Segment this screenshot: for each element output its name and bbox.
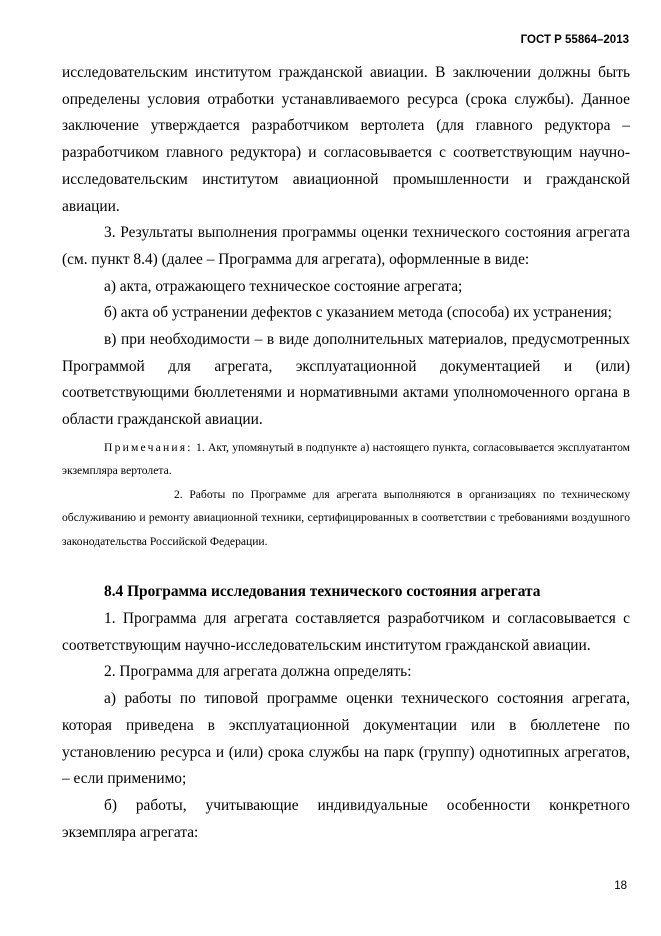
paragraph-continuation: исследовательским институтом гражданской авиации. В заключении должны быть определены условия отработки устанавливаемого ресурса (срока службы). Данное заключение утверждается разработчиком вертолета (для главного редуктора – разработчиком главного редуктора) и согласовывается с соответствующим научно-исследовательским институтом авиационной промышленности и гражданской авиации. [62, 64, 630, 215]
note-item-2: 2. Работы по Программе для агрегата выполняются в организациях по техническому обслуживанию и ремонту авиационной техники, сертифицированных в соответствии с требованиями воздушного законодательства Российской Федерации. [62, 487, 630, 548]
standard-header: ГОСТ Р 55864–2013 [520, 34, 629, 46]
paragraph-subitem-b: б) акта об устранении дефектов с указанием метода (способа) их устранения; [104, 304, 612, 322]
paragraph-item-3: 3. Результаты выполнения программы оценки технического состояния агрегата (см. пункт 8.4) (далее – Программа для агрегата), оформленные в виде: [62, 224, 630, 268]
section-title: 8.4 Программа исследования технического состояния агрегата [104, 583, 541, 601]
note-label: Примечания: [104, 440, 193, 454]
paragraph-subitem-a: а) акта, отражающего техническое состояние агрегата; [104, 277, 463, 295]
document-body [62, 60, 630, 846]
section-subitem-b: б) работы, учитывающие индивидуальные особенности конкретного экземпляра агрегата: [62, 796, 630, 841]
paragraph-subitem-v: в) при необходимости – в виде дополнительных материалов, предусмотренных Программой для агрегата, эксплуатационной документацией и (или) соответствующими бюллетенями и нормативными актами уполномоченного органа в области гражданской авиации. [62, 331, 630, 429]
section-item-2: 2. Программа для агрегата должна определять: [104, 663, 412, 681]
section-subitem-a: а) работы по типовой программе оценки технического состояния агрегата, которая приведена в эксплуатационной документации или в бюллетене по установлению ресурса и (или) срока службы на парк (группу) однотипных агрегатов, – если применимо; [62, 690, 630, 788]
page-number: 18 [614, 880, 627, 892]
note-item-1: 1. Акт, упомянутый в подпункте а) настоящего пункта, согласовывается эксплуатантом экземпляра вертолета. [62, 440, 630, 478]
note-1 [62, 436, 630, 483]
section-item-1: 1. Программа для агрегата составляется разработчиком и согласовывается с соответствующим научно-исследовательским институтом гражданской авиации. [62, 610, 630, 654]
